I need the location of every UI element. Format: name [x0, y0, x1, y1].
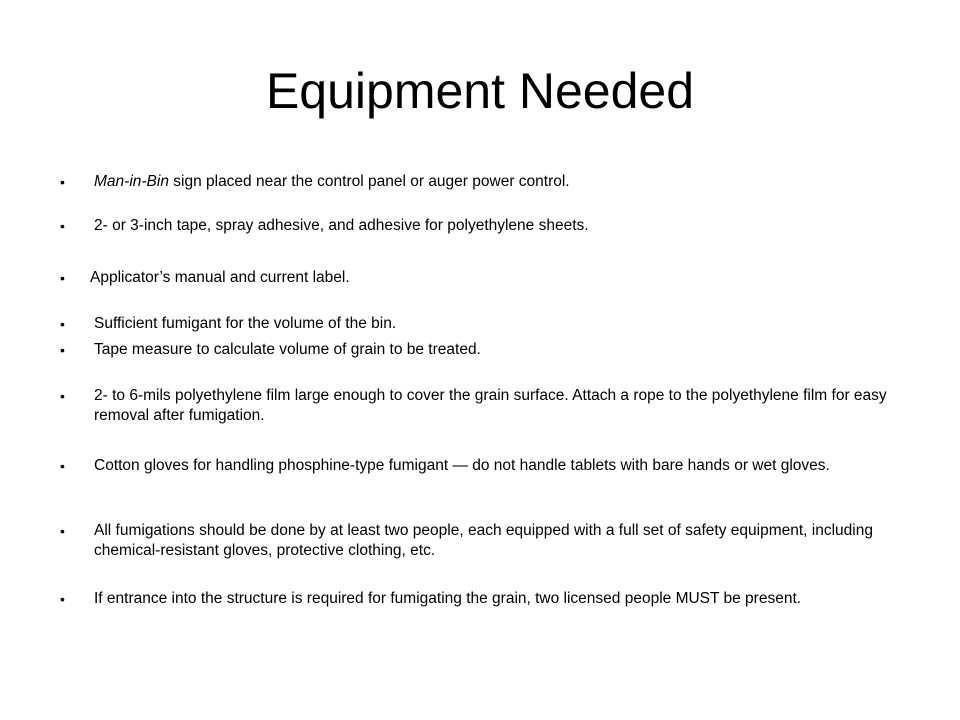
- bullet-text: Applicator’s manual and current label.: [90, 269, 350, 286]
- bullet-icon: •: [60, 458, 65, 474]
- bullet-text: 2- or 3-inch tape, spray adhesive, and adhesive for polyethylene sheets.: [94, 217, 589, 234]
- bullet-icon: •: [60, 316, 65, 332]
- bullet-icon: •: [60, 270, 65, 286]
- bullet-text: If entrance into the structure is required for fumigating the grain, two licensed people MUST be present.: [94, 590, 802, 607]
- bullet-icon: •: [60, 174, 65, 190]
- bullet-icon: •: [60, 591, 65, 607]
- bullet-icon: •: [60, 342, 65, 358]
- bullet-text: Tape measure to calculate volume of grain to be treated.: [94, 341, 481, 358]
- bullet-text: Sufficient fumigant for the volume of the bin.: [94, 315, 397, 332]
- bullet-icon: •: [60, 523, 65, 539]
- slide-title: Equipment Needed: [265, 63, 695, 119]
- bullet-text: Cotton gloves for handling phosphine-type fumigant — do not handle tablets with bare hands or wet gloves.: [94, 457, 830, 474]
- bullet-icon: •: [60, 218, 65, 234]
- bullet-text: 2- to 6-mils polyethylene film large enough to cover the grain surface. Attach a rope to the polyethylene film for easy removal after fumigation.: [94, 387, 887, 424]
- bullet-text: Man-in-Bin sign placed near the control panel or auger power control.: [94, 173, 570, 190]
- bullet-icon: •: [60, 388, 65, 404]
- bullet-text: All fumigations should be done by at least two people, each equipped with a full set of safety equipment, including chemical-resistant gloves, protective clothing, etc.: [94, 522, 873, 559]
